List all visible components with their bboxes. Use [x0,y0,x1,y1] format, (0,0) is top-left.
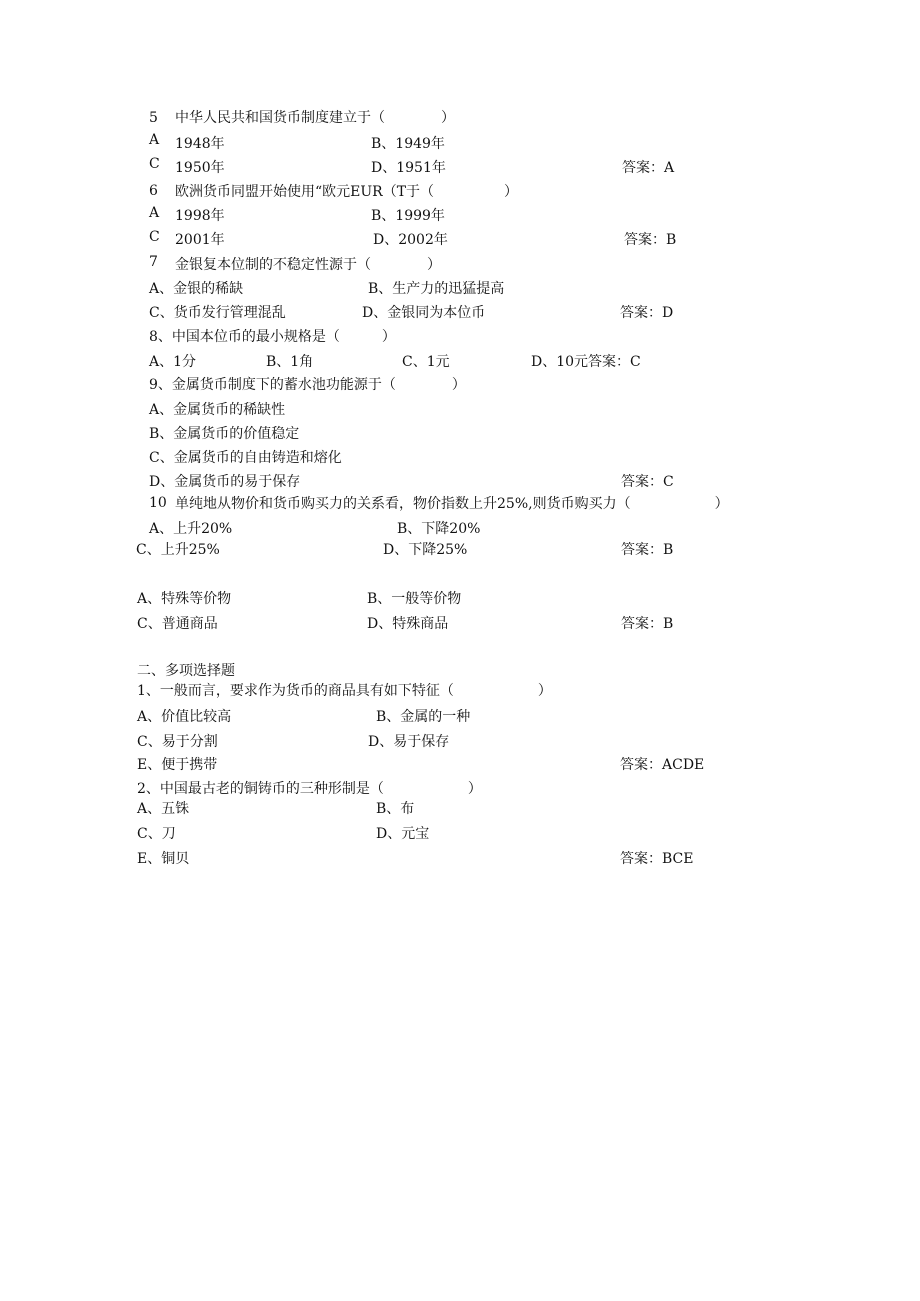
option-c: C、普通商品 [137,616,218,632]
option-tag: C [149,229,160,245]
answer: 答案：BCE [620,851,694,867]
answer: 答案：C [621,474,674,490]
option-c: C、金属货币的自由铸造和熔化 [149,450,342,466]
option-e: E、铜贝 [137,851,190,867]
option-a: A、上升20% [149,521,233,537]
question-stem: 金银复本位制的不稳定性源于（ ） [175,257,441,273]
option-a: A、金属货币的稀缺性 [149,402,286,418]
option-b: B、金属的一种 [376,709,471,725]
option-c: C、易于分割 [137,734,218,750]
option-tag: C [149,156,160,172]
option-b: B、下降20% [397,521,481,537]
option-d-with-answer: D、10元答案：C [531,354,641,370]
question-number: 6 [149,183,158,199]
option-a: 1998年 [175,208,225,224]
option-d: D、2002年 [373,232,448,248]
option-a: 1948年 [175,136,225,152]
option-b: B、布 [376,801,415,817]
option-c: C、上升25% [136,542,220,558]
option-d: D、易于保存 [368,734,450,750]
option-b: B、一般等价物 [367,591,462,607]
option-c: C、刀 [137,826,176,842]
option-c: 1950年 [175,160,225,176]
option-a: A、1分 [149,354,197,370]
option-tag: A [149,205,160,221]
answer: 答案：D [620,305,674,321]
option-d: D、下降25% [383,542,468,558]
question-stem: 单纯地从物价和货币购买力的关系看，物价指数上升25%,则货币购买力（ ） [175,496,729,512]
option-c: 2001年 [175,232,225,248]
option-d: D、元宝 [376,826,430,842]
option-a: A、金银的稀缺 [149,281,244,297]
question-stem: 欧洲货币同盟开始使用“欧元EUR（T于（ ） [175,184,519,200]
answer: 答案：B [621,542,674,558]
option-a: A、特殊等价物 [137,591,232,607]
option-c: C、1元 [402,354,450,370]
option-d: D、金属货币的易于保存 [149,474,301,490]
option-a: A、五铢 [137,801,190,817]
option-a: A、价值比较高 [137,709,232,725]
question-stem: 9、金属货币制度下的蓄水池功能源于（ ） [149,377,466,393]
option-b: B、1角 [266,354,314,370]
question-number: 10 [149,495,167,511]
answer: 答案：A [622,160,675,176]
option-tag: A [149,132,160,148]
question-stem: 中华人民共和国货币制度建立于（ ） [175,110,455,126]
option-b: B、1949年 [371,136,445,152]
question-stem: 2、中国最古老的铜铸币的三种形制是（ ） [137,781,482,797]
question-stem: 8、中国本位币的最小规格是（ ） [149,329,396,345]
option-c: C、货币发行管理混乱 [149,305,286,321]
answer: 答案：ACDE [620,757,705,773]
option-e: E、便于携带 [137,757,218,773]
section-heading: 二、多项选择题 [137,663,235,679]
answer: 答案：B [621,616,674,632]
option-d: D、金银同为本位币 [362,305,486,321]
question-stem: 1、一般而言，要求作为货币的商品具有如下特征（ ） [137,683,552,699]
answer: 答案：B [624,232,677,248]
option-d: D、1951年 [371,160,446,176]
option-b: B、1999年 [371,208,445,224]
option-d: D、特殊商品 [367,616,449,632]
question-number: 7 [149,254,158,270]
question-number: 5 [149,110,158,126]
option-b: B、生产力的迅猛提高 [368,281,505,297]
option-b: B、金属货币的价值稳定 [149,426,300,442]
